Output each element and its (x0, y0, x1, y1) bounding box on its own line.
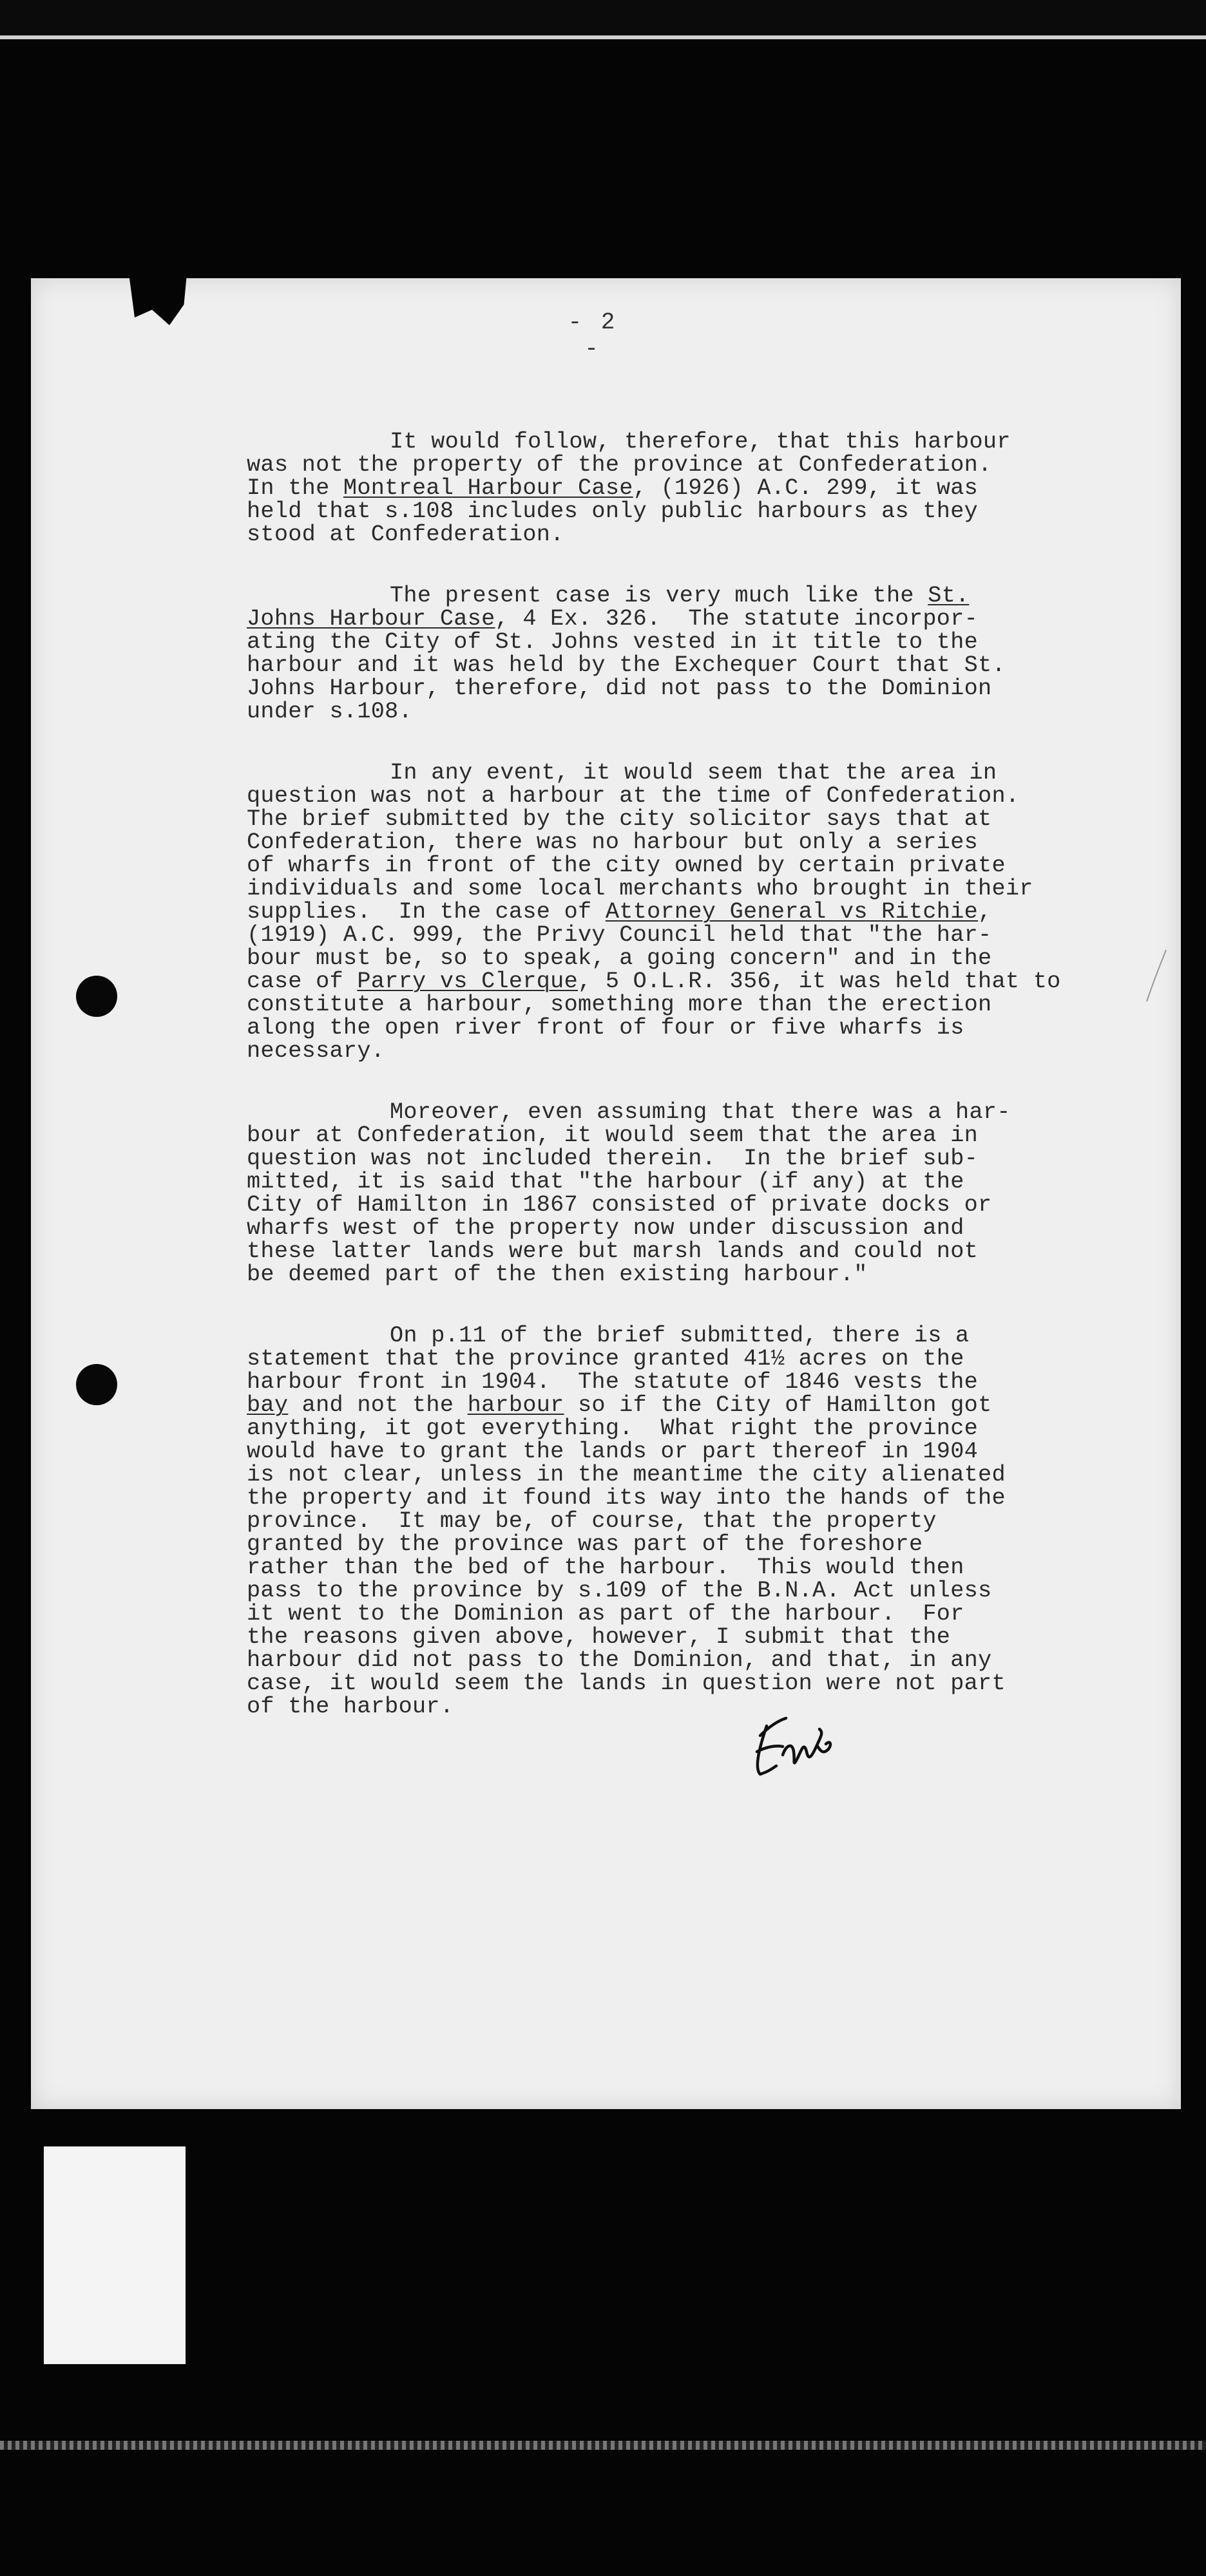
text-line: individuals and some local merchants who brought in their (247, 876, 1033, 902)
text-segment: case of (247, 969, 358, 994)
text-line: harbour did not pass to the Dominion, and that, in any (247, 1647, 992, 1673)
text-line (247, 970, 1104, 993)
text-line: mitted, it is said that "the harbour (if any) at the (247, 1169, 964, 1195)
case-citation: Montreal Harbour Case (343, 475, 633, 501)
text-line: pass to the province by s.109 of the B.N.A. Act unless (247, 1578, 992, 1604)
text-segment: , 4 Ex. 326. The statute incorpor- (495, 606, 979, 632)
paragraph-1 (247, 430, 1104, 546)
text-line: wharfs west of the property now under discussion and (247, 1215, 964, 1241)
text-line: It would follow, therefore, that this harbour (390, 429, 1011, 455)
case-citation: bay (247, 1392, 289, 1418)
paragraph-2 (247, 584, 1104, 723)
text-line: On p.11 of the brief submitted, there is a (390, 1323, 970, 1349)
text-line: necessary. (247, 1038, 385, 1064)
text-line (247, 1394, 1104, 1417)
text-line: held that s.108 includes only public harbours as they (247, 498, 979, 524)
handwritten-signature (747, 1707, 844, 1784)
text-line: was not the property of the province at Confederation. (247, 452, 992, 478)
text-line: bour must be, so to speak, a going concern" and in the (247, 945, 992, 971)
text-line: is not clear, unless in the meantime the city alienated (247, 1462, 1006, 1488)
text-line: harbour front in 1904. The statute of 1846 vests the (247, 1369, 979, 1395)
punch-hole-upper (76, 976, 117, 1017)
text-line: question was not a harbour at the time of Confederation. (247, 783, 1020, 809)
text-line (247, 477, 1104, 500)
text-line: harbour and it was held by the Exchequer Court that St. (247, 652, 1006, 678)
text-segment: so if the City of Hamilton got (564, 1392, 992, 1418)
text-line: question was not included therein. In the brief sub- (247, 1146, 979, 1171)
text-line: of wharfs in front of the city owned by certain private (247, 853, 1006, 878)
text-line: these latter lands were but marsh lands and could not (247, 1238, 979, 1264)
text-line: In any event, it would seem that the area in (390, 760, 997, 786)
text-line: under s.108. (247, 699, 412, 724)
text-line: the property and it found its way into the hands of the (247, 1485, 1006, 1511)
case-citation: Parry vs Clerque (357, 969, 578, 994)
text-line: bour at Confederation, it would seem that the area in (247, 1122, 979, 1148)
text-segment: , 5 O.L.R. 356, it was held that to (577, 969, 1061, 994)
punch-hole-lower (76, 1364, 117, 1405)
paragraph-4 (247, 1101, 1104, 1286)
text-line: Moreover, even assuming that there was a har- (390, 1099, 1011, 1125)
page-number: - 2 - (568, 309, 618, 362)
text-line: (1919) A.C. 999, the Privy Council held that "the har- (247, 922, 992, 948)
text-segment: The present case is very much like the (390, 583, 928, 609)
text-segment: In the (247, 475, 343, 501)
text-segment: , (1926) A.C. 299, it was (633, 475, 979, 501)
memo-body (247, 430, 1104, 1756)
text-line: of the harbour. (247, 1694, 454, 1719)
case-citation: Johns Harbour Case (247, 606, 495, 632)
text-line (247, 607, 1104, 630)
text-line (247, 900, 1104, 923)
text-line: Johns Harbour, therefore, did not pass to the Dominion (247, 676, 992, 701)
text-line: be deemed part of the then existing harbour." (247, 1262, 868, 1287)
paragraph-3 (247, 761, 1104, 1063)
text-line: Confederation, there was no harbour but only a series (247, 829, 979, 855)
edge-scratch-mark (1144, 947, 1169, 1005)
text-line: statement that the province granted 41½ acres on the (247, 1346, 964, 1372)
text-line: ating the City of St. Johns vested in it title to the (247, 629, 979, 655)
case-citation: harbour (467, 1392, 564, 1418)
text-line: province. It may be, of course, that the property (247, 1508, 937, 1534)
text-line (247, 584, 1104, 607)
text-line: the reasons given above, however, I submit that the (247, 1624, 951, 1650)
text-segment: , (978, 899, 992, 925)
case-citation: St. (928, 583, 970, 609)
text-segment: supplies. In the case of (247, 899, 606, 925)
blank-slip (44, 2146, 186, 2364)
film-border-bottom (0, 2441, 1206, 2450)
text-line: anything, it got everything. What right the province (247, 1416, 979, 1441)
text-line: case, it would seem the lands in question were not part (247, 1671, 1006, 1696)
text-line: granted by the province was part of the foreshore (247, 1531, 923, 1557)
text-line: constitute a harbour, something more than the erection (247, 992, 992, 1018)
text-line: The brief submitted by the city solicitor says that at (247, 806, 992, 832)
text-line: City of Hamilton in 1867 consisted of private docks or (247, 1192, 992, 1218)
paragraph-5 (247, 1324, 1104, 1718)
case-citation: Attorney General vs Ritchie (605, 899, 979, 925)
text-line: along the open river front of four or five wharfs is (247, 1015, 964, 1041)
text-line: would have to grant the lands or part thereof in 1904 (247, 1439, 979, 1464)
text-line: rather than the bed of the harbour. This would then (247, 1555, 964, 1580)
text-segment: and not the (288, 1392, 468, 1418)
text-line: stood at Confederation. (247, 522, 564, 547)
film-border-top (0, 0, 1206, 39)
text-line: it went to the Dominion as part of the harbour. For (247, 1601, 964, 1627)
